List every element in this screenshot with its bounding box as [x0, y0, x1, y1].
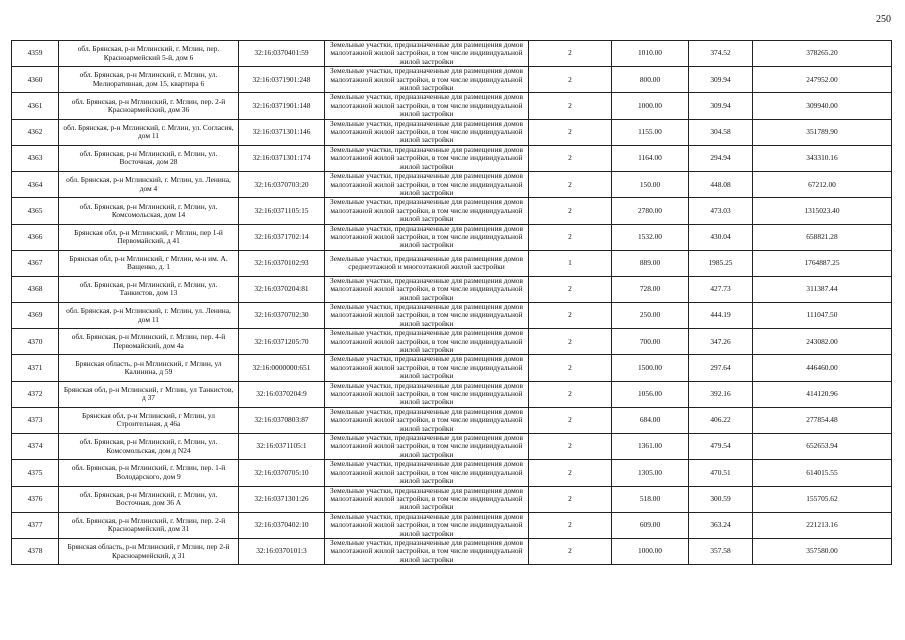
specific-value-cell: 470.51	[689, 460, 753, 486]
address-cell: обл. Брянская, р-н Мглинский, г. Мглин, ул. Ленина, дом 11	[59, 302, 239, 328]
group-cell: 2	[529, 355, 612, 381]
cadastral-value-cell: 652653.94	[753, 434, 892, 460]
cadastral-number-cell: 32:16:0370401:59	[239, 41, 325, 67]
table-row	[12, 119, 892, 145]
row-number-cell: 4375	[12, 460, 59, 486]
row-number-cell: 4363	[12, 145, 59, 171]
group-cell: 2	[529, 276, 612, 302]
area-cell: 250.00	[612, 302, 689, 328]
row-number-cell: 4364	[12, 172, 59, 198]
cadastral-value-cell: 277854.48	[753, 407, 892, 433]
cadastral-value-cell: 357580.00	[753, 538, 892, 564]
row-number-cell: 4374	[12, 434, 59, 460]
area-cell: 1305.00	[612, 460, 689, 486]
cadastral-value-cell: 343310.16	[753, 145, 892, 171]
group-cell: 2	[529, 302, 612, 328]
group-cell: 2	[529, 224, 612, 250]
permitted-use-cell: Земельные участки, предназначенные для размещения домов малоэтажной жилой застройки, в том числе индивидуальной жилой застройки	[325, 302, 529, 328]
row-number-cell: 4362	[12, 119, 59, 145]
group-cell: 2	[529, 460, 612, 486]
row-number-cell: 4361	[12, 93, 59, 119]
group-cell: 1	[529, 250, 612, 276]
address-cell: Брянская область, р-н Мглинский, г Мглин, пер 2-й Красноармейский, д 31	[59, 538, 239, 564]
cadastral-value-cell: 67212.00	[753, 172, 892, 198]
table-row	[12, 224, 892, 250]
area-cell: 1532.00	[612, 224, 689, 250]
cadastral-number-cell: 32:16:0370102:93	[239, 250, 325, 276]
group-cell: 2	[529, 512, 612, 538]
group-cell: 2	[529, 172, 612, 198]
permitted-use-cell: Земельные участки, предназначенные для размещения домов малоэтажной жилой застройки, в том числе индивидуальной жилой застройки	[325, 329, 529, 355]
group-cell: 2	[529, 486, 612, 512]
row-number-cell: 4378	[12, 538, 59, 564]
row-number-cell: 4377	[12, 512, 59, 538]
cadastral-value-cell: 614015.55	[753, 460, 892, 486]
group-cell: 2	[529, 407, 612, 433]
table-row	[12, 172, 892, 198]
cadastral-value-cell: 378265.20	[753, 41, 892, 67]
cadastral-number-cell: 32:16:0370702:30	[239, 302, 325, 328]
address-cell: обл. Брянская, р-н Мглинский, г. Мглин, пер. 2-й Красноармейский, дом 36	[59, 93, 239, 119]
cadastral-value-cell: 414120.96	[753, 381, 892, 407]
table-row	[12, 145, 892, 171]
group-cell: 2	[529, 434, 612, 460]
address-cell: Брянская обл, р-н Мглинский, г Мглин, ул Танкистов, д 37	[59, 381, 239, 407]
cadastral-value-cell: 446460.00	[753, 355, 892, 381]
area-cell: 1000.00	[612, 538, 689, 564]
permitted-use-cell: Земельные участки, предназначенные для размещения домов малоэтажной жилой застройки, в том числе индивидуальной жилой застройки	[325, 198, 529, 224]
address-cell: Брянская обл, р-н Мглинский, г Мглин, м-н им. А. Ващенко, д. 1	[59, 250, 239, 276]
area-cell: 1056.00	[612, 381, 689, 407]
area-cell: 1000.00	[612, 93, 689, 119]
row-number-cell: 4365	[12, 198, 59, 224]
address-cell: Брянская обл, р-н Мглинский, г Мглин, ул Строительная, д 46а	[59, 407, 239, 433]
address-cell: обл. Брянская, р-н Мглинский, г. Мглин, ул. Танкистов, дом 13	[59, 276, 239, 302]
specific-value-cell: 297.64	[689, 355, 753, 381]
address-cell: обл. Брянская, р-н Мглинский, г. Мглин, ул. Мелиоративная, дом 15, квартира 6	[59, 67, 239, 93]
area-cell: 728.00	[612, 276, 689, 302]
cadastral-value-cell: 1315023.40	[753, 198, 892, 224]
specific-value-cell: 374.52	[689, 41, 753, 67]
specific-value-cell: 427.73	[689, 276, 753, 302]
cadastral-value-cell: 111047.50	[753, 302, 892, 328]
permitted-use-cell: Земельные участки, предназначенные для размещения домов малоэтажной жилой застройки, в том числе индивидуальной жилой застройки	[325, 224, 529, 250]
table-row	[12, 250, 892, 276]
area-cell: 1155.00	[612, 119, 689, 145]
permitted-use-cell: Земельные участки, предназначенные для размещения домов малоэтажной жилой застройки, в том числе индивидуальной жилой застройки	[325, 145, 529, 171]
specific-value-cell: 479.54	[689, 434, 753, 460]
permitted-use-cell: Земельные участки, предназначенные для размещения домов малоэтажной жилой застройки, в том числе индивидуальной жилой застройки	[325, 119, 529, 145]
area-cell: 800.00	[612, 67, 689, 93]
cadastral-number-cell: 32:16:0370101:3	[239, 538, 325, 564]
cadastral-number-cell: 32:16:0371702:14	[239, 224, 325, 250]
table-row	[12, 41, 892, 67]
table-row	[12, 302, 892, 328]
specific-value-cell: 309.94	[689, 93, 753, 119]
cadastral-number-cell: 32:16:0371901:248	[239, 67, 325, 93]
specific-value-cell: 1985.25	[689, 250, 753, 276]
table-row	[12, 434, 892, 460]
cadastral-number-cell: 32:16:0370402:10	[239, 512, 325, 538]
specific-value-cell: 392.16	[689, 381, 753, 407]
row-number-cell: 4373	[12, 407, 59, 433]
cadastral-value-cell: 658821.28	[753, 224, 892, 250]
table-row	[12, 198, 892, 224]
permitted-use-cell: Земельные участки, предназначенные для размещения домов малоэтажной жилой застройки, в том числе индивидуальной жилой застройки	[325, 355, 529, 381]
cadastral-value-cell: 309940.00	[753, 93, 892, 119]
address-cell: обл. Брянская, р-н Мглинский, г. Мглин, пер. Красноармейский 5-й, дом 6	[59, 41, 239, 67]
specific-value-cell: 347.26	[689, 329, 753, 355]
cadastral-number-cell: 32:16:0371301:146	[239, 119, 325, 145]
cadastral-number-cell: 32:16:0370703:20	[239, 172, 325, 198]
group-cell: 2	[529, 41, 612, 67]
address-cell: обл. Брянская, р-н Мглинский, г. Мглин, пер. 4-й Первомайский, дом 4а	[59, 329, 239, 355]
row-number-cell: 4366	[12, 224, 59, 250]
table-row	[12, 67, 892, 93]
area-cell: 700.00	[612, 329, 689, 355]
row-number-cell: 4359	[12, 41, 59, 67]
row-number-cell: 4371	[12, 355, 59, 381]
row-number-cell: 4372	[12, 381, 59, 407]
address-cell: обл. Брянская, р-н Мглинский, г. Мглин, ул. Согласия, дом 11	[59, 119, 239, 145]
specific-value-cell: 300.59	[689, 486, 753, 512]
group-cell: 2	[529, 198, 612, 224]
cadastral-number-cell: 32:16:0370204:9	[239, 381, 325, 407]
table-row	[12, 486, 892, 512]
address-cell: Брянская обл, р-н Мглинский, г Мглин, пер 1-й Первомайский, д 41	[59, 224, 239, 250]
row-number-cell: 4376	[12, 486, 59, 512]
address-cell: обл. Брянская, р-н Мглинский, г. Мглин, ул. Восточная, дом 36 А	[59, 486, 239, 512]
cadastral-value-cell: 155705.62	[753, 486, 892, 512]
group-cell: 2	[529, 329, 612, 355]
group-cell: 2	[529, 93, 612, 119]
address-cell: обл. Брянская, р-н Мглинский, г. Мглин, пер. 2-й Красноармейский, дом 31	[59, 512, 239, 538]
area-cell: 609.00	[612, 512, 689, 538]
specific-value-cell: 309.94	[689, 67, 753, 93]
cadastral-number-cell: 32:16:0371301:26	[239, 486, 325, 512]
specific-value-cell: 294.94	[689, 145, 753, 171]
cadastral-value-cell: 311387.44	[753, 276, 892, 302]
area-cell: 684.00	[612, 407, 689, 433]
area-cell: 518.00	[612, 486, 689, 512]
permitted-use-cell: Земельные участки, предназначенные для размещения домов среднеэтажной и многоэтажной жилой застройки	[325, 250, 529, 276]
row-number-cell: 4360	[12, 67, 59, 93]
area-cell: 150.00	[612, 172, 689, 198]
group-cell: 2	[529, 119, 612, 145]
permitted-use-cell: Земельные участки, предназначенные для размещения домов малоэтажной жилой застройки, в том числе индивидуальной жилой застройки	[325, 460, 529, 486]
area-cell: 2780.00	[612, 198, 689, 224]
permitted-use-cell: Земельные участки, предназначенные для размещения домов малоэтажной жилой застройки, в том числе индивидуальной жилой застройки	[325, 381, 529, 407]
row-number-cell: 4369	[12, 302, 59, 328]
permitted-use-cell: Земельные участки, предназначенные для размещения домов малоэтажной жилой застройки, в том числе индивидуальной жилой застройки	[325, 486, 529, 512]
permitted-use-cell: Земельные участки, предназначенные для размещения домов малоэтажной жилой застройки, в том числе индивидуальной жилой застройки	[325, 434, 529, 460]
address-cell: обл. Брянская, р-н Мглинский, г. Мглин, ул. Комсомольская, дом 14	[59, 198, 239, 224]
specific-value-cell: 473.03	[689, 198, 753, 224]
table-row	[12, 512, 892, 538]
specific-value-cell: 448.08	[689, 172, 753, 198]
cadastral-number-cell: 32:16:0371105:15	[239, 198, 325, 224]
cadastral-number-cell: 32:16:0371105:1	[239, 434, 325, 460]
permitted-use-cell: Земельные участки, предназначенные для размещения домов малоэтажной жилой застройки, в том числе индивидуальной жилой застройки	[325, 276, 529, 302]
address-cell: обл. Брянская, р-н Мглинский, г. Мглин, ул. Комсомольская, дом д N24	[59, 434, 239, 460]
specific-value-cell: 444.19	[689, 302, 753, 328]
group-cell: 2	[529, 145, 612, 171]
table-row	[12, 329, 892, 355]
cadastral-number-cell: 32:16:0370803:87	[239, 407, 325, 433]
specific-value-cell: 304.58	[689, 119, 753, 145]
cadastral-number-cell: 32:16:0371205:70	[239, 329, 325, 355]
permitted-use-cell: Земельные участки, предназначенные для размещения домов малоэтажной жилой застройки, в том числе индивидуальной жилой застройки	[325, 41, 529, 67]
cadastral-number-cell: 32:16:0370705:10	[239, 460, 325, 486]
table-row	[12, 355, 892, 381]
permitted-use-cell: Земельные участки, предназначенные для размещения домов малоэтажной жилой застройки, в том числе индивидуальной жилой застройки	[325, 93, 529, 119]
address-cell: обл. Брянская, р-н Мглинский, г. Мглин, ул. Восточная, дом 28	[59, 145, 239, 171]
table-body	[12, 41, 892, 565]
cadastral-value-cell: 351789.90	[753, 119, 892, 145]
table-row	[12, 276, 892, 302]
group-cell: 2	[529, 67, 612, 93]
permitted-use-cell: Земельные участки, предназначенные для размещения домов малоэтажной жилой застройки, в том числе индивидуальной жилой застройки	[325, 172, 529, 198]
specific-value-cell: 357.58	[689, 538, 753, 564]
group-cell: 2	[529, 381, 612, 407]
area-cell: 889.00	[612, 250, 689, 276]
area-cell: 1500.00	[612, 355, 689, 381]
row-number-cell: 4367	[12, 250, 59, 276]
area-cell: 1361.00	[612, 434, 689, 460]
row-number-cell: 4370	[12, 329, 59, 355]
area-cell: 1010.00	[612, 41, 689, 67]
permitted-use-cell: Земельные участки, предназначенные для размещения домов малоэтажной жилой застройки, в том числе индивидуальной жилой застройки	[325, 407, 529, 433]
cadastral-number-cell: 32:16:0000000:651	[239, 355, 325, 381]
page-number: 250	[876, 14, 891, 25]
cadastral-value-cell: 221213.16	[753, 512, 892, 538]
table-row	[12, 381, 892, 407]
permitted-use-cell: Земельные участки, предназначенные для размещения домов малоэтажной жилой застройки, в том числе индивидуальной жилой застройки	[325, 512, 529, 538]
cadastral-number-cell: 32:16:0371901:148	[239, 93, 325, 119]
specific-value-cell: 430.04	[689, 224, 753, 250]
area-cell: 1164.00	[612, 145, 689, 171]
table-row	[12, 538, 892, 564]
permitted-use-cell: Земельные участки, предназначенные для размещения домов малоэтажной жилой застройки, в том числе индивидуальной жилой застройки	[325, 67, 529, 93]
cadastral-number-cell: 32:16:0371301:174	[239, 145, 325, 171]
address-cell: обл. Брянская, р-н Мглинский, г. Мглин, пер. 1-й Володарского, дом 9	[59, 460, 239, 486]
specific-value-cell: 406.22	[689, 407, 753, 433]
table-row	[12, 93, 892, 119]
row-number-cell: 4368	[12, 276, 59, 302]
address-cell: обл. Брянская, р-н Мглинский, г. Мглин, ул. Ленина, дом 4	[59, 172, 239, 198]
cadastral-number-cell: 32:16:0370204:81	[239, 276, 325, 302]
cadastral-value-cell: 243082.00	[753, 329, 892, 355]
table-row	[12, 460, 892, 486]
specific-value-cell: 363.24	[689, 512, 753, 538]
cadastral-value-cell: 1764887.25	[753, 250, 892, 276]
address-cell: Брянская область, р-н Мглинский, г Мглин, ул Калинина, д 59	[59, 355, 239, 381]
land-plots-table	[11, 40, 892, 565]
group-cell: 2	[529, 538, 612, 564]
cadastral-value-cell: 247952.00	[753, 67, 892, 93]
table-row	[12, 407, 892, 433]
permitted-use-cell: Земельные участки, предназначенные для размещения домов малоэтажной жилой застройки, в том числе индивидуальной жилой застройки	[325, 538, 529, 564]
